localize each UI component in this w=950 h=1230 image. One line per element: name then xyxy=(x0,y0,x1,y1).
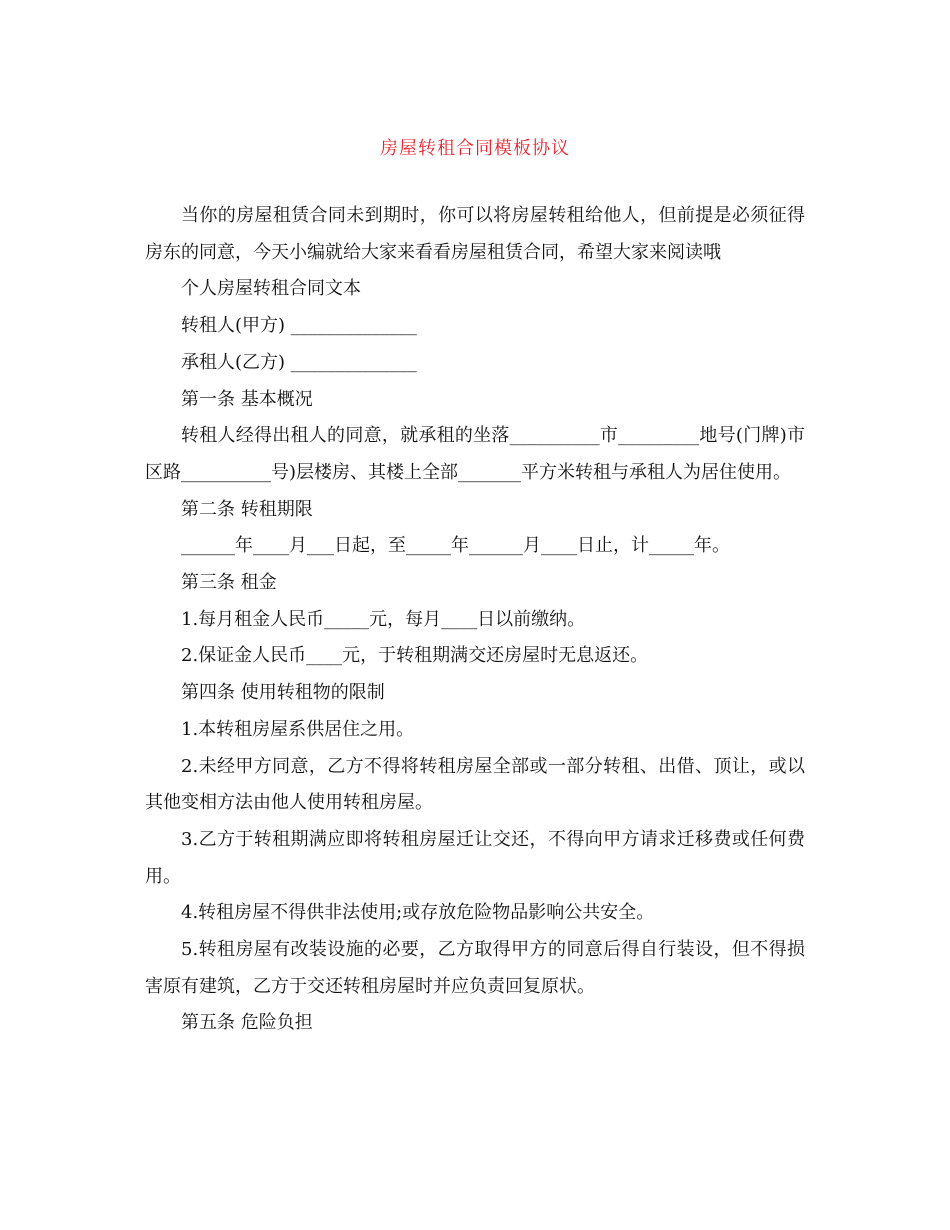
party-a-line: 转租人(甲方) ______________ xyxy=(181,315,417,337)
intro-paragraph: 当你的房屋租赁合同未到期时，你可以将房屋转租给他人，但前提是必须征得房东的同意，今天小编就给大家来看看房屋租赁合同，希望大家来阅读哦 xyxy=(145,205,805,263)
document-title: 房屋转租合同模板协议 xyxy=(380,138,570,159)
article-1-text: 转租人经得出租人的同意，就承租的坐落__________市_________地号(门牌)市区路__________号)层楼房、其楼上全部_______平方米转租与承租人为居住使用。 xyxy=(145,425,805,483)
article-4-item-1: 1.本转租房屋系供居住之用。 xyxy=(181,718,415,740)
article-4-heading: 第四条 使用转租物的限制 xyxy=(181,682,385,704)
article-5-heading: 第五条 危险负担 xyxy=(181,1012,313,1034)
article-3-item-2: 2.保证金人民币____元，于转租期满交还房屋时无息返还。 xyxy=(181,645,649,667)
article-4-item-3: 3.乙方于转租期满应即将转租房屋迁让交还，不得向甲方请求迁移费或任何费用。 xyxy=(145,828,805,887)
article-2-text: ______年____月___日起，至_____年______月____日止，计_____年。 xyxy=(181,535,730,557)
article-3-heading: 第三条 租金 xyxy=(181,572,277,594)
article-4-item-5: 5.转租房屋有改装设施的必要，乙方取得甲方的同意后得自行装设，但不得损害原有建筑，乙方于交还转租房屋时并应负责回复原状。 xyxy=(145,939,805,997)
document-body xyxy=(145,198,805,1042)
article-4-item-4: 4.转租房屋不得供非法使用;或存放危险物品影响公共安全。 xyxy=(181,902,655,924)
article-3-item-1: 1.每月租金人民币_____元，每月____日以前缴纳。 xyxy=(181,608,586,630)
article-1-heading: 第一条 基本概况 xyxy=(181,388,313,410)
article-4-item-2: 2.未经甲方同意，乙方不得将转租房屋全部或一部分转租、出借、顶让，或以其他变相方法由他人使用转租房屋。 xyxy=(145,755,805,814)
party-b-line: 承租人(乙方) ______________ xyxy=(181,351,417,373)
contract-heading: 个人房屋转租合同文本 xyxy=(181,278,361,300)
article-2-heading: 第二条 转租期限 xyxy=(181,498,313,520)
